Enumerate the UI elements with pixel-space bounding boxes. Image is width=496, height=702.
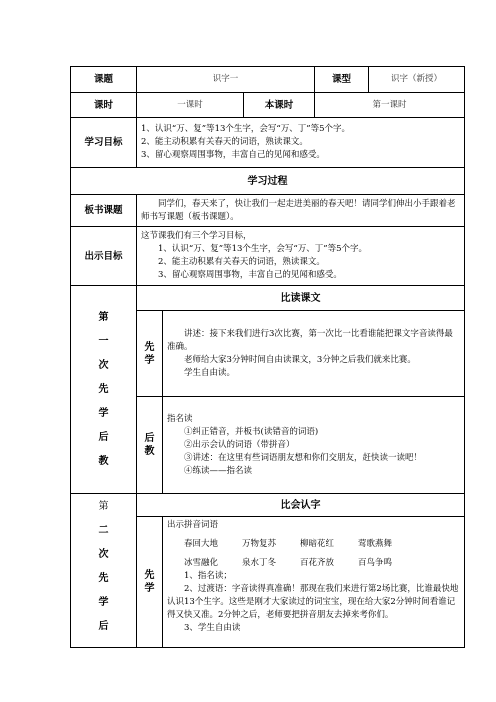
this-hour-value: 第一课时 bbox=[315, 93, 465, 118]
process-title: 学习过程 bbox=[71, 168, 465, 195]
show-goal-item: 2、能主动积累有关春天的词语，熟读课文。 bbox=[158, 257, 325, 267]
word-item: 泉水丁冬 bbox=[242, 558, 277, 568]
round2-vertical-label: 第 二 次 先 学 后 bbox=[71, 494, 137, 648]
hours-value: 一课时 bbox=[137, 93, 244, 118]
type-label: 课型 bbox=[315, 67, 369, 93]
round1-title: 比读课文 bbox=[137, 286, 465, 311]
round1-first-label: 先 学 bbox=[137, 311, 163, 397]
goal-item: 2、能主动积累有关春天的词语，熟读课文。 bbox=[141, 137, 308, 147]
show-goals-label: 出示目标 bbox=[71, 227, 137, 286]
word-row bbox=[184, 557, 460, 570]
word-item: 万物复苏 bbox=[242, 539, 277, 549]
round2-title: 比会认字 bbox=[137, 494, 465, 517]
round1-first-content: 讲述：接下来我们进行3次比赛，第一次比一比看谁能把课文字音读得最准确。 老师给大家3分钟时间自由读课文，3分钟之后我们就来比赛。 学生自由读。 bbox=[163, 311, 465, 397]
word-item: 百鸟争鸣 bbox=[358, 558, 393, 568]
round1-after-label: 后 教 bbox=[137, 397, 163, 494]
show-goals-list bbox=[137, 227, 465, 286]
board-text: 同学们，春天来了，快让我们一起走进美丽的春天吧！请同学们伸出小手跟着老师书写课题（板书课题）。 bbox=[137, 195, 465, 227]
course-label: 课题 bbox=[71, 67, 137, 93]
round2-first-label: 先 学 bbox=[137, 517, 163, 648]
board-label: 板书课题 bbox=[71, 195, 137, 227]
goal-item: 1、认识“万、复”等13个生字，会写“万、丁”等5个字。 bbox=[141, 124, 351, 134]
round1-vertical-label: 第 一 次 先 学 后 教 bbox=[71, 286, 137, 494]
word-item: 春回大地 bbox=[184, 539, 219, 549]
word-item: 冰雪融化 bbox=[184, 558, 219, 568]
lesson-plan bbox=[70, 66, 464, 648]
show-goal-item: 3、留心观察周围事物，丰富自己的见闻和感受。 bbox=[158, 270, 342, 280]
show-goal-item: 这节课我们有三个学习目标， bbox=[141, 231, 252, 241]
goals-label: 学习目标 bbox=[71, 118, 137, 168]
lesson-plan-table bbox=[70, 66, 465, 648]
type-value: 识字（新授） bbox=[369, 67, 465, 93]
show-goal-item: 1、认识“万、复”等13个生字，会写“万、丁”等5个字。 bbox=[158, 244, 368, 254]
word-item: 莺歌燕舞 bbox=[358, 539, 393, 549]
goal-item: 3、留心观察周围事物，丰富自己的见闻和感受。 bbox=[141, 150, 325, 160]
round2-first-content: 出示拼音词语 春回大地 万物复苏 柳暗花红 莺歌燕舞 冰雪融化 泉水丁冬 百花齐放 百鸟争鸣 1、指名读； 2、过渡语：字音读得真准确！那现在我们来进行第2场比赛，比谁最快地认识13个生字。这些是刚才大家读过的词宝宝，现在给大家2分钟时间看谁记得又快又准。2分钟之后，老师要把拼音朋友去掉来考你们。 3、学生自由读 bbox=[163, 517, 465, 648]
course-value: 识字一 bbox=[137, 67, 315, 93]
word-item: 柳暗花红 bbox=[300, 539, 335, 549]
round1-after-content: 指名读 ①纠正错音，并板书(读错音的词语) ②出示会认的词语（带拼音） ③讲述：在这里有些词语朋友想和你们交朋友，赶快读一读吧！ ④练读——指名读 bbox=[163, 397, 465, 494]
word-item: 百花齐放 bbox=[300, 558, 335, 568]
hours-label: 课时 bbox=[71, 93, 137, 118]
goals-list bbox=[137, 118, 465, 168]
this-hour-label: 本课时 bbox=[244, 93, 315, 118]
word-row bbox=[184, 538, 460, 551]
